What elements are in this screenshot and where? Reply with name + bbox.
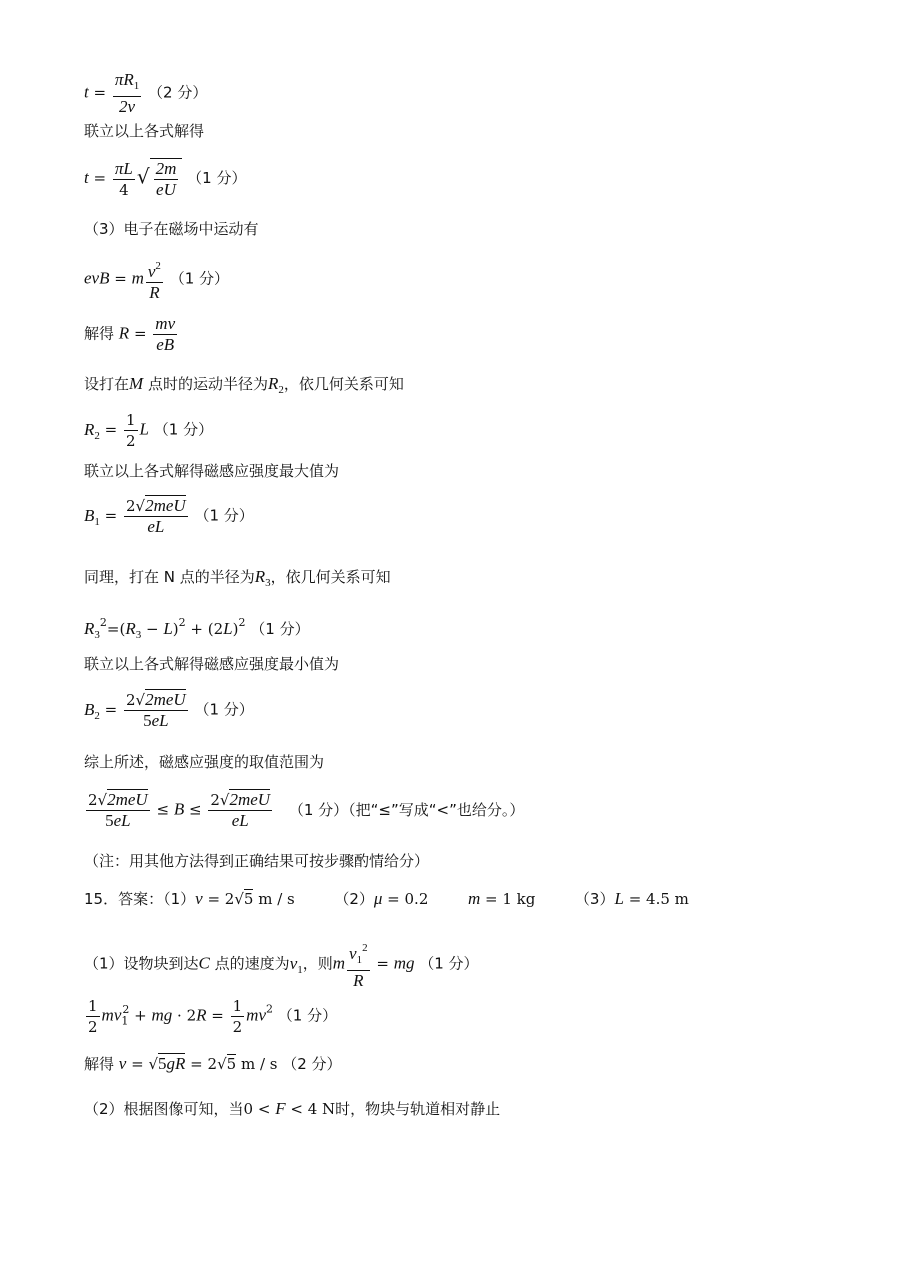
score: （1 分）: [419, 954, 479, 973]
text-line: （3）电子在磁场中运动有: [84, 220, 259, 238]
formula-t-1: t = $\frac{\pi R_1}{2v}$ （2 分）: [84, 70, 208, 116]
formula-v1: （1）设物块到达C 点的速度为$v_1$，则m $\frac{v_1^2}{R}$ = mg （1 分）: [84, 938, 479, 991]
text-line: 同理，打在 N 点的半径为$R_3$，依几何关系可知: [84, 567, 391, 589]
text-line: 联立以上各式解得磁感应强度最大值为: [84, 462, 340, 480]
text-line: （2）根据图像可知，当0 < F < 4 N时，物块与轨道相对静止: [84, 1099, 501, 1118]
text-line: 设打在M 点时的运动半径为$R_2$，依几何关系可知: [84, 374, 404, 396]
score: （1 分）: [194, 700, 254, 719]
formula-v: 解得 v = √5gR = 2√5 m / s （2 分）: [84, 1054, 342, 1073]
formula-r2: $R_2$ = $\frac{1}{2}$ L （1 分）: [84, 411, 214, 450]
answer-15: 15．答案：（1）v = 2√5 m / s （2）μ = 0.2 m = 1 kg （3）L = 4.5 m: [84, 889, 689, 908]
score: （1 分）: [169, 269, 230, 288]
score: （1 分）: [153, 420, 214, 439]
formula-evb: evB = m $\frac{v^2}{R}$ （1 分）: [84, 256, 229, 303]
formula-energy: $\frac{1}{2}$ $mv_1^2$ + mg · 2R = $\frac{1}{2}$ $mv^2$ （1 分）: [88, 997, 338, 1036]
score: （2 分）: [148, 83, 208, 102]
formula-t-2: t = $\frac{\pi L}{4}$ √ $\frac{2m}{eU}$ （1 分）: [84, 158, 247, 199]
score: （1 分）: [194, 506, 254, 525]
score: （1 分）: [277, 1006, 338, 1025]
text-line: 联立以上各式解得: [84, 122, 205, 140]
formula-r3: $R_3^2=(R_3 - L)^2 + (2L)^2$ （1 分）: [84, 616, 310, 641]
formula-b-range: $\frac{\text{2√2meU}}{5eL}$ ≤ B ≤ $\frac{\text{2√2meU}}{eL}$ （1 分）（把“≤”写成“<”也给分。）: [88, 790, 525, 830]
formula-r: 解得 R = $\frac{mv}{eB}$: [84, 314, 176, 354]
note-line: （注：用其他方法得到正确结果可按步骤酌情给分）: [84, 852, 430, 870]
score: （1 分）: [250, 620, 310, 638]
score: （1 分）（把“≤”写成“<”也给分。）: [288, 800, 525, 819]
text-line: 联立以上各式解得磁感应强度最小值为: [84, 655, 340, 673]
text-line: 综上所述，磁感应强度的取值范围为: [84, 753, 325, 771]
score: （1 分）: [187, 169, 247, 187]
formula-b2: $B_2$ = $\frac{\text{2√2meU}}{5eL}$ （1 分）: [84, 690, 254, 730]
score: （2 分）: [282, 1055, 342, 1073]
formula-b1: $B_1$ = $\frac{\text{2√2meU}}{eL}$ （1 分）: [84, 496, 254, 536]
